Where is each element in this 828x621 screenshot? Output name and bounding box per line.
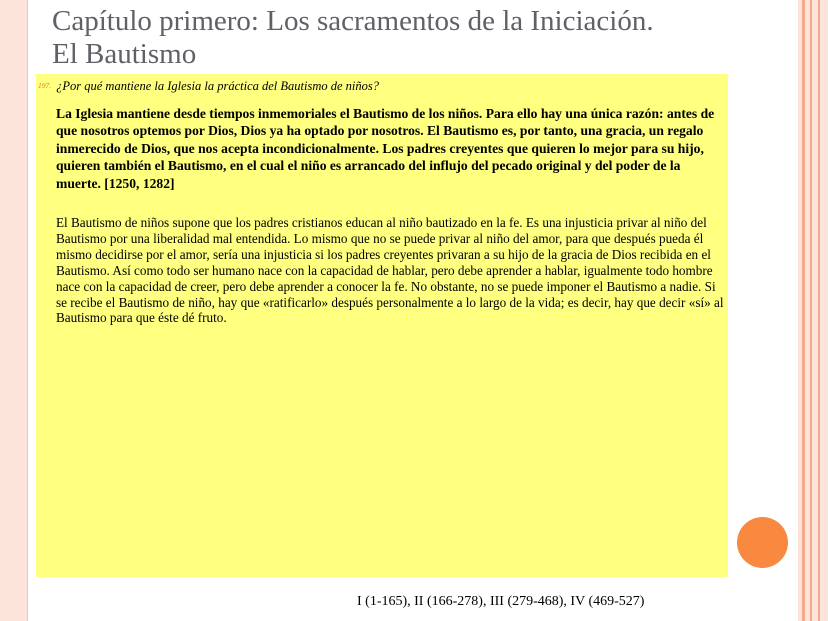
highlight-content-box: [36, 74, 728, 577]
stripe-line: [802, 0, 805, 621]
slide-title-line-1: Capítulo primero: Los sacramentos de la Iniciación.: [52, 5, 654, 37]
footer-section-ranges: I (1-165), II (166-278), III (279-468), IV (469-527): [357, 594, 645, 609]
bold-answer-paragraph: La Iglesia mantiene desde tiempos inmemoriales el Bautismo de los niños. Para ello hay una única razón: antes de que nosotros optemos por Dios, Dios ya ha optado por nosotros. El Bautismo es, por tanto, una gracia, un regalo inmerecido de Dios, que nos acepta incondicionalmente. Los padres creyentes que quieren lo mejor para su hijo, quieren también el Bautismo, en el cual el niño es arrancado del influjo del pecado original y del poder de la muerte. [1250, 1282]: [56, 106, 715, 191]
question-line: [38, 78, 718, 94]
explanation-paragraph: El Bautismo de niños supone que los padres cristianos educan al niño bautizado en la fe. Es una injusticia privar al niño del Bautismo por una liberalidad mal entendida. Lo mismo que no se puede privar al niño del amor, para que después pueda él mismo decidirse por el amor, sería una injusticia si los padres creyentes privaran a su hijo de la gracia de Dios recibida en el Bautismo. Así como todo ser humano nace con la capacidad de hablar, pero debe aprender a hablar, igualmente todo hombre nace con la capacidad de creer, pero debe aprender a conocer la fe. No obstante, no se puede imponer el Bautismo a nadie. Si se recibe el Bautismo de niño, hay que «ratificarlo» después personalmente a lo largo de la vida; es decir, hay que decir «sí» al Bautismo para que éste dé fruto.: [56, 215, 724, 326]
slide-title: [52, 5, 772, 71]
right-decorative-stripes: [798, 0, 828, 621]
question-number: 197.: [38, 81, 52, 90]
orange-circle-decoration: [737, 517, 788, 568]
stripe-line: [818, 0, 820, 621]
left-decorative-band: [0, 0, 28, 621]
question-text: ¿Por qué mantiene la Iglesia la práctica del Bautismo de niños?: [56, 79, 379, 93]
stripe-line: [810, 0, 812, 621]
slide-title-line-2: El Bautismo: [52, 38, 197, 70]
